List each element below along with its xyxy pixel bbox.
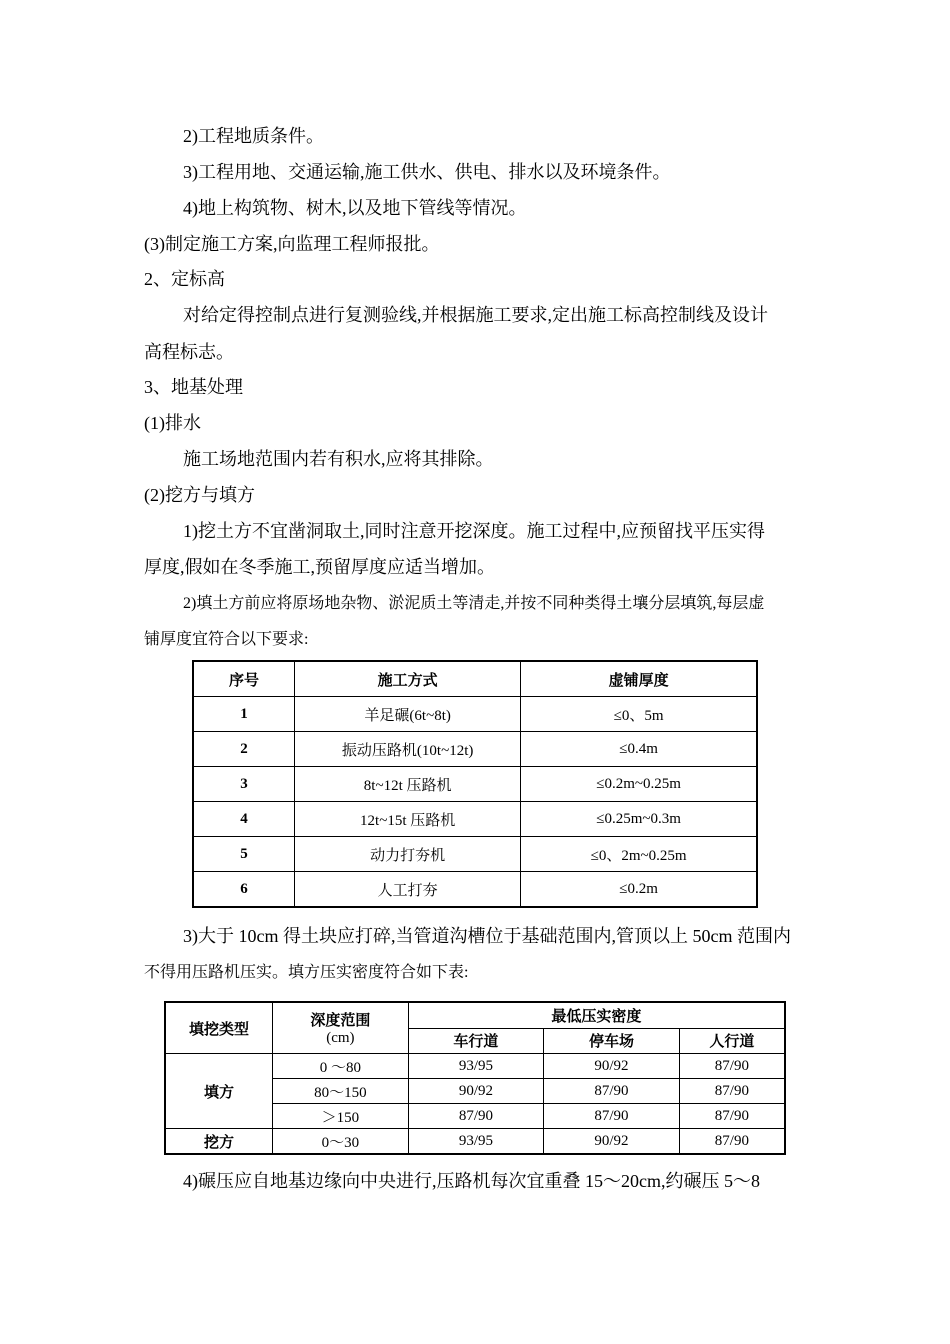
loose-thickness-table: [192, 660, 758, 908]
table-row: [165, 1054, 785, 1079]
table-cell: ≤0.2m~0.25m: [521, 767, 757, 802]
table-cell: ≤0、2m~0.25m: [521, 837, 757, 872]
header-cell: 施工方式: [295, 661, 521, 697]
table-cell: 90/92: [544, 1054, 680, 1079]
table-row: [193, 697, 757, 732]
table-cell: ≤0.2m: [521, 872, 757, 908]
paragraph-line: 施工场地范围内若有积水,应将其排除。: [183, 449, 494, 469]
table-cell: ≤0、5m: [521, 697, 757, 732]
paragraph-line: 对给定得控制点进行复测验线,并根据施工要求,定出施工标高控制线及设计: [183, 305, 768, 325]
table-cell: 挖方: [165, 1129, 273, 1155]
header-cell: 序号: [193, 661, 295, 697]
table-row: [193, 767, 757, 802]
paragraph-line: 1)挖土方不宜凿洞取土,同时注意开挖深度。施工过程中,应预留找平压实得: [183, 521, 765, 541]
paragraph-line: 2)工程地质条件。: [183, 126, 324, 146]
table-cell: ≤0.4m: [521, 732, 757, 767]
table-row: [193, 802, 757, 837]
table-cell: 90/92: [544, 1129, 680, 1155]
table-row: [193, 872, 757, 908]
table-header-row: [193, 661, 757, 697]
paragraph-line: 2)填土方前应将原场地杂物、淤泥质土等清走,并按不同种类得土壤分层填筑,每层虚: [183, 595, 765, 612]
paragraph-line: 高程标志。: [144, 342, 234, 362]
paragraph-line: 铺厚度宜符合以下要求:: [144, 631, 309, 648]
table-cell: 90/92: [408, 1079, 544, 1104]
table-cell: 3: [193, 767, 295, 802]
subsection-heading: (2)挖方与填方: [144, 485, 255, 505]
table-cell: 1: [193, 697, 295, 732]
table-cell: 8t~12t 压路机: [295, 767, 521, 802]
table-row: [193, 837, 757, 872]
table-header-row: [165, 1002, 785, 1028]
header-cell: 人行道: [679, 1028, 785, 1054]
table-cell: 87/90: [679, 1054, 785, 1079]
header-cell: 虚铺厚度: [521, 661, 757, 697]
paragraph-line: 4)地上构筑物、树木,以及地下管线等情况。: [183, 198, 527, 218]
paragraph-line: 不得用压路机压实。填方压实密度符合如下表:: [144, 964, 469, 981]
table-cell: 12t~15t 压路机: [295, 802, 521, 837]
table-cell: 人工打夯: [295, 872, 521, 908]
table-cell: 93/95: [408, 1054, 544, 1079]
table-row: [193, 732, 757, 767]
paragraph-line: 厚度,假如在冬季施工,预留厚度应适当增加。: [144, 557, 495, 577]
table-cell: 87/90: [408, 1104, 544, 1129]
compaction-density-table: [164, 1001, 786, 1155]
paragraph-line: 4)碾压应自地基边缘向中央进行,压路机每次宜重叠 15～20cm,约碾压 5～8: [183, 1171, 760, 1191]
header-cell: 填挖类型: [165, 1002, 273, 1054]
table-cell: 填方: [165, 1054, 273, 1129]
table-cell: 87/90: [544, 1104, 680, 1129]
table-row: [165, 1129, 785, 1155]
table-cell: 87/90: [679, 1104, 785, 1129]
table-cell: 动力打夯机: [295, 837, 521, 872]
table-cell: 87/90: [679, 1079, 785, 1104]
section-heading: 2、定标高: [144, 269, 225, 289]
table-cell: 0～30: [273, 1129, 409, 1155]
table-cell: 87/90: [544, 1079, 680, 1104]
table-cell: 6: [193, 872, 295, 908]
header-cell: [273, 1002, 409, 1054]
table-cell: 80～150: [273, 1079, 409, 1104]
subsection-heading: (1)排水: [144, 413, 201, 433]
table-cell: 0 ～80: [273, 1054, 409, 1079]
paragraph-line: 3)工程用地、交通运输,施工供水、供电、排水以及环境条件。: [183, 162, 671, 182]
table-cell: ≤0.25m~0.3m: [521, 802, 757, 837]
header-cell: 车行道: [408, 1028, 544, 1054]
table-cell: 羊足碾(6t~8t): [295, 697, 521, 732]
table-cell: 5: [193, 837, 295, 872]
section-heading: 3、地基处理: [144, 377, 243, 397]
depth-unit-line: (cm): [326, 1030, 355, 1046]
header-cell: 停车场: [544, 1028, 680, 1054]
header-cell: 最低压实密度: [408, 1002, 785, 1028]
table-cell: 2: [193, 732, 295, 767]
paragraph-line: 3)大于 10cm 得土块应打碎,当管道沟槽位于基础范围内,管顶以上 50cm 范围内: [183, 926, 791, 946]
table-cell: 93/95: [408, 1129, 544, 1155]
table-cell: ＞150: [273, 1104, 409, 1129]
table-cell: 4: [193, 802, 295, 837]
table-cell: 振动压路机(10t~12t): [295, 732, 521, 767]
depth-header-line: 深度范围: [310, 1013, 371, 1029]
table-cell: 87/90: [679, 1129, 785, 1155]
paragraph-line: (3)制定施工方案,向监理工程师报批。: [144, 234, 440, 254]
